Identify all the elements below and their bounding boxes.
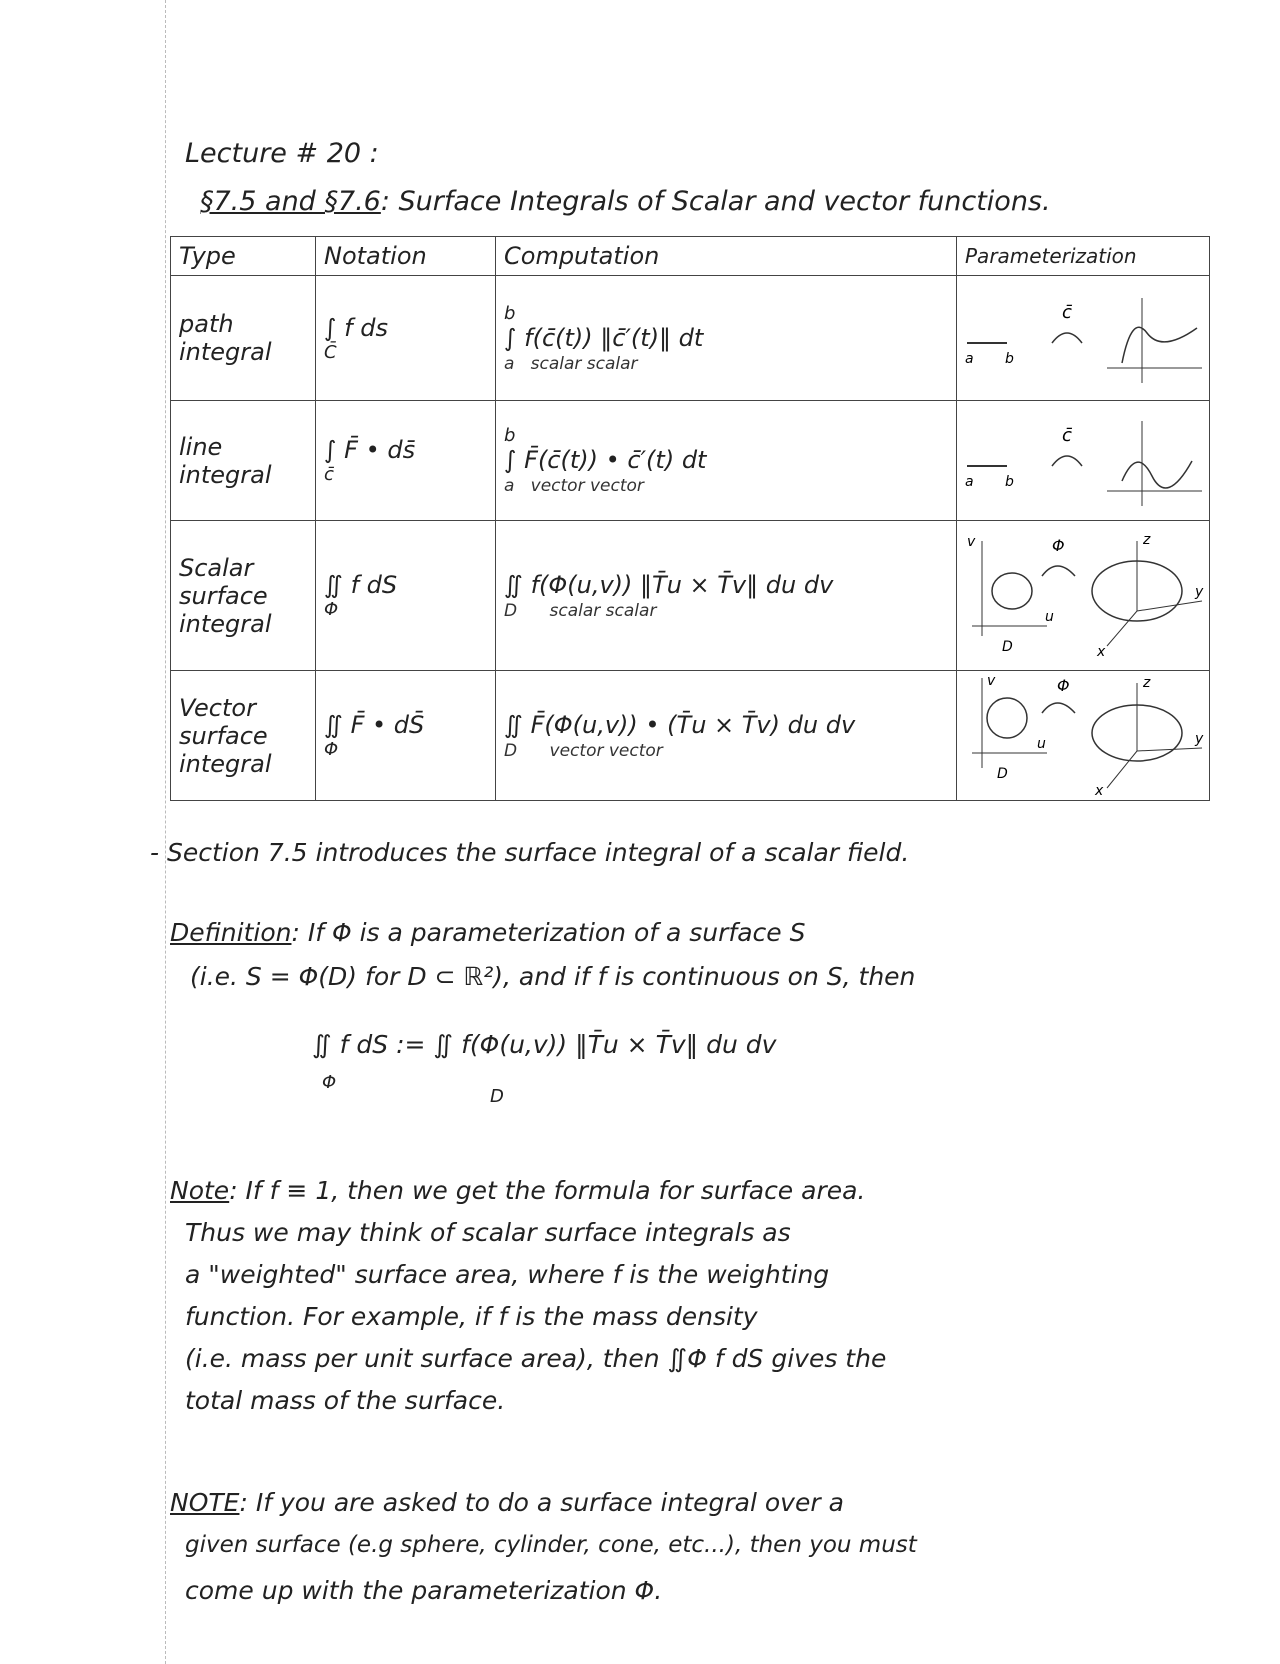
- header-type: Type: [171, 237, 316, 276]
- type-cell: Scalar surface integral: [171, 521, 316, 671]
- note-line: function. For example, if f is the mass density: [185, 1302, 758, 1331]
- svg-text:D: D: [997, 766, 1008, 782]
- header-computation: Computation: [496, 237, 957, 276]
- svg-text:D: D: [1002, 638, 1013, 655]
- note2-line: given surface (e.g sphere, cylinder, cone, etc...), then you must: [185, 1532, 917, 1558]
- parameterization-sketch: [957, 276, 1210, 401]
- computation-cell: ∬ f(Φ(u,v)) ‖T̄u × T̄v‖ du dv D scalar scalar: [496, 521, 957, 671]
- type-cell: path integral: [171, 276, 316, 401]
- parameterization-sketch: [957, 521, 1210, 671]
- integrals-table: [170, 236, 1210, 801]
- curve-sketch: [957, 406, 1207, 516]
- definition-line-2: (i.e. S = Φ(D) for D ⊂ ℝ²), and if f is continuous on S, then: [190, 962, 916, 991]
- svg-text:x: x: [1095, 783, 1104, 798]
- lecture-title: Lecture # 20 :: [185, 138, 379, 169]
- definition-line-1: Definition: If Φ is a parameterization of a surface S: [170, 918, 806, 947]
- definition-formula: ∬ f dS := ∬ f(Φ(u,v)) ‖T̄u × T̄v‖ du dv: [312, 1030, 777, 1059]
- svg-text:Φ: Φ: [1052, 535, 1065, 555]
- note2-line: NOTE: If you are asked to do a surface integral over a: [170, 1488, 844, 1517]
- svg-text:u: u: [1045, 608, 1054, 625]
- formula-sub-phi: Φ: [322, 1072, 337, 1093]
- svg-text:z: z: [1143, 675, 1151, 691]
- notation-cell: ∬ F̄ • dS̄ Φ: [316, 671, 496, 801]
- margin-line: [165, 0, 166, 1664]
- type-cell: Vector surface integral: [171, 671, 316, 801]
- svg-text:c̄: c̄: [1062, 302, 1072, 323]
- section-intro: - Section 7.5 introduces the surface integral of a scalar field.: [150, 838, 910, 867]
- table-row: [171, 521, 1210, 671]
- subtitle: [200, 186, 1051, 217]
- svg-text:Φ: Φ: [1057, 676, 1070, 695]
- svg-text:z: z: [1143, 531, 1151, 548]
- table-row: [171, 671, 1210, 801]
- table-row: [171, 276, 1210, 401]
- scalar-surface-sketch: [957, 526, 1207, 666]
- vector-surface-sketch: [957, 673, 1207, 798]
- svg-text:a: a: [965, 351, 974, 367]
- svg-text:v: v: [967, 533, 976, 550]
- note-line: Note: If f ≡ 1, then we get the formula for surface area.: [170, 1176, 866, 1205]
- svg-text:b: b: [1005, 351, 1014, 367]
- path-sketch: [957, 283, 1207, 393]
- note-line: (i.e. mass per unit surface area), then ∬Φ f dS gives the: [185, 1344, 887, 1373]
- section-ref: §7.5 and §7.6: [200, 186, 381, 217]
- header-parameterization: Parameterization: [957, 237, 1210, 276]
- svg-text:a: a: [965, 473, 974, 490]
- formula-sub-d: D: [490, 1086, 504, 1107]
- table-row: [171, 401, 1210, 521]
- note-line: a "weighted" surface area, where f is the weighting: [185, 1260, 830, 1289]
- notation-cell: ∫ F̄ • ds̄ c̄: [316, 401, 496, 521]
- svg-text:b: b: [1005, 473, 1014, 490]
- svg-text:y: y: [1195, 583, 1204, 600]
- note-line: total mass of the surface.: [185, 1386, 506, 1415]
- header-notation: Notation: [316, 237, 496, 276]
- notation-cell: ∬ f dS Φ: [316, 521, 496, 671]
- subtitle-text: : Surface Integrals of Scalar and vector functions.: [380, 186, 1051, 217]
- notation-cell: ∫ f ds C̄: [316, 276, 496, 401]
- svg-text:v: v: [987, 673, 996, 689]
- svg-text:y: y: [1195, 731, 1204, 747]
- svg-text:c̄: c̄: [1062, 424, 1072, 446]
- type-cell: line integral: [171, 401, 316, 521]
- note-line: Thus we may think of scalar surface integrals as: [185, 1218, 791, 1247]
- note2-line: come up with the parameterization Φ.: [185, 1576, 663, 1605]
- computation-cell: b ∫ F̄(c̄(t)) • c̄′(t) dt a vector vector: [496, 401, 957, 521]
- parameterization-sketch: [957, 671, 1210, 801]
- computation-cell: b ∫ f(c̄(t)) ‖c̄′(t)‖ dt a scalar scalar: [496, 276, 957, 401]
- parameterization-sketch: [957, 401, 1210, 521]
- computation-cell: ∬ F̄(Φ(u,v)) • (T̄u × T̄v) du dv D vector vector: [496, 671, 957, 801]
- table-header-row: [171, 237, 1210, 276]
- svg-text:u: u: [1037, 736, 1046, 752]
- svg-text:x: x: [1097, 643, 1106, 660]
